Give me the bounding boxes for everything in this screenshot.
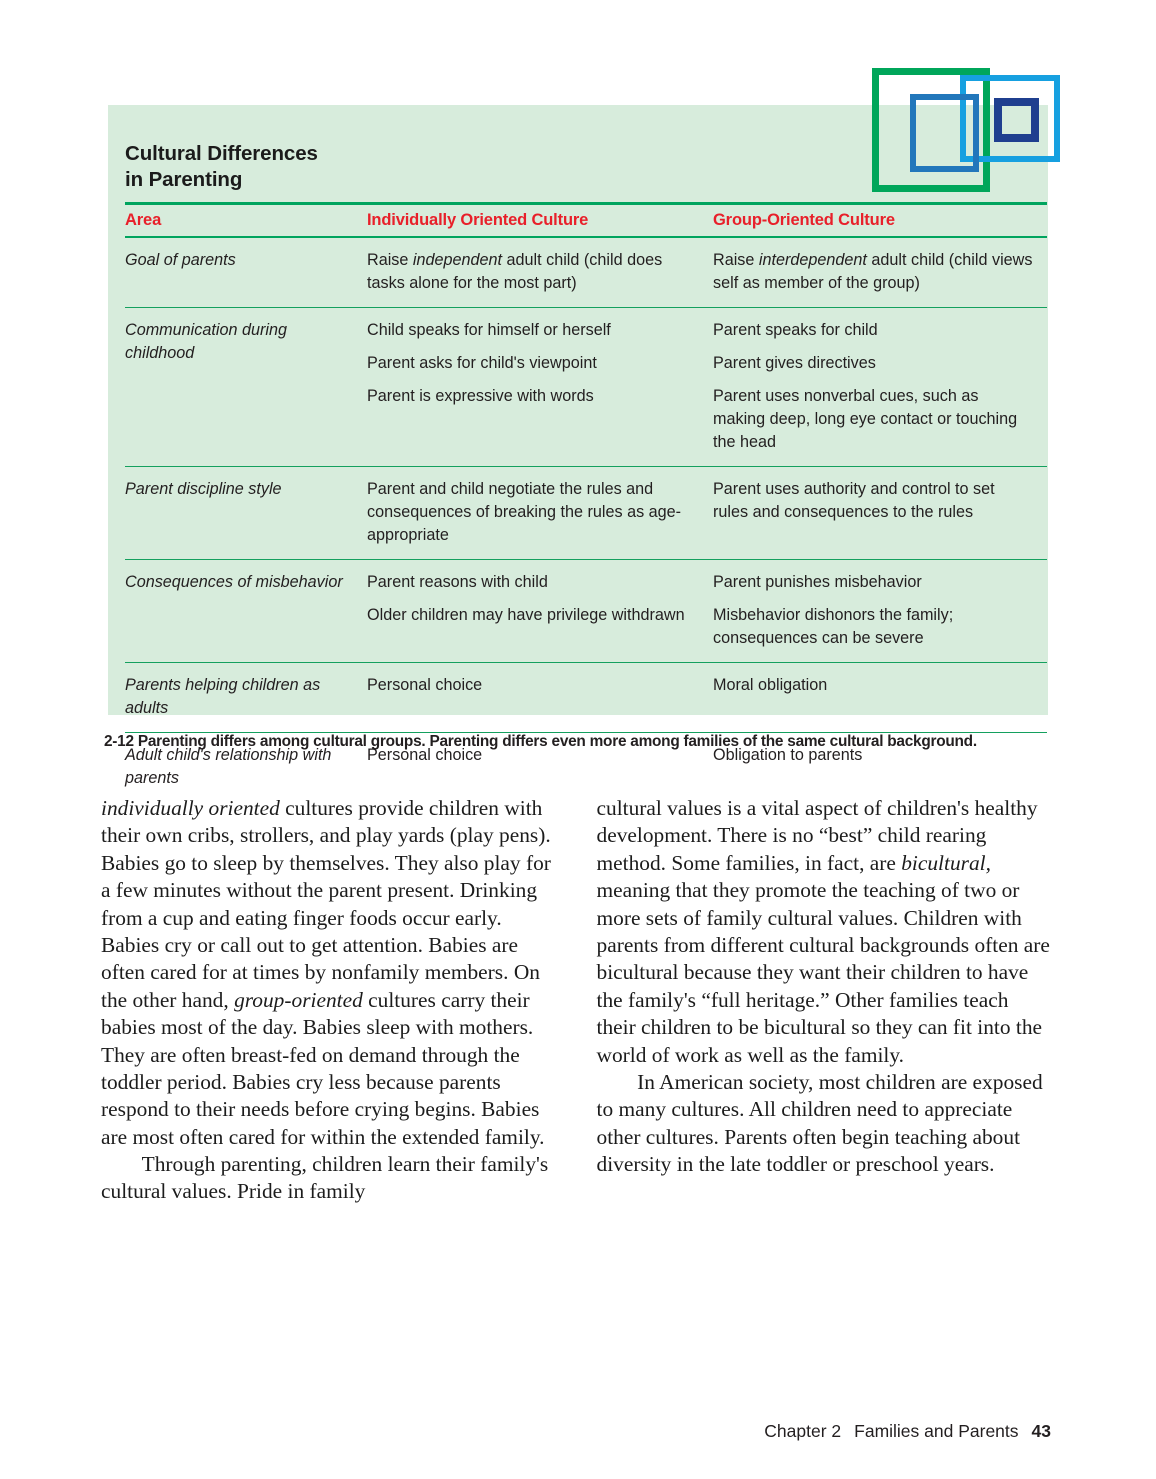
panel-title-line-2: in Parenting <box>125 168 243 192</box>
cell-individual <box>367 308 713 467</box>
page-footer <box>764 1421 1051 1442</box>
cell-line: Raise independent adult child (child does tasks alone for the most part) <box>367 251 663 292</box>
paragraph-text: cultures provide children with their own cribs, strollers, and play yards (play pens). Babies go to sleep by themselves. They also play for a few minutes without the parent present. Drinking from a cup and eating finger foods occur early. Babies cry or call out to get attention. Babies are often cared for at times by nonfamily members. On the other hand, <box>101 796 551 1012</box>
cell-line: Raise interdependent adult child (child views self as member of the group) <box>713 251 1033 292</box>
paragraph-text: cultures carry their babies most of the day. Babies sleep with mothers. They are often breast-fed on demand through the toddler period. Babies cry less because parents respond to their needs before crying begins. Babies are most often cared for within the extended family. <box>101 987 545 1149</box>
table-row <box>125 733 1047 803</box>
cell-line: Parent speaks for child <box>713 321 878 339</box>
paragraph <box>597 795 1052 1069</box>
cell-individual <box>367 663 713 733</box>
cell-area: Parent discipline style <box>125 467 367 560</box>
table-row <box>125 663 1047 733</box>
column-header-area: Area <box>125 204 367 238</box>
paragraph <box>101 795 556 1151</box>
cell-line: Moral obligation <box>713 676 828 694</box>
paragraph-text: meaning that they promote the teaching of two or more sets of family cultural values. Children with parents from different cultural backgrounds often are bicultural because they want their children to have the family's “full heritage.” Other families teach their children to be bicultural so they can fit into the world of work as well as the family. <box>596 878 1050 1067</box>
table-header-row <box>125 204 1047 238</box>
cell-line: Parent reasons with child <box>367 573 548 591</box>
table-row <box>125 237 1047 308</box>
cultural-differences-table <box>125 202 1047 802</box>
paragraph: Through parenting, children learn their family's cultural values. Pride in family <box>101 1152 549 1204</box>
paragraph: In American society, most children are exposed to many cultures. All children need to appreciate other cultures. Parents often begin teaching about diversity in the late toddler or preschool years. <box>596 1069 1043 1177</box>
column-header-individually-oriented: Individually Oriented Culture <box>367 204 713 238</box>
inline-italic-term: group-oriented <box>234 987 363 1012</box>
panel-title-line-1: Cultural Differences <box>125 142 318 165</box>
paragraph-text: cultural values is a vital aspect of children's healthy development. There is no “best” child rearing method. Some families, in fact, are <box>596 796 1038 875</box>
body-column-right <box>597 795 1052 1206</box>
column-header-group-oriented: Group-Oriented Culture <box>713 204 1047 238</box>
cell-area: Parents helping children as adults <box>125 663 367 733</box>
square-mid-blue-icon <box>910 94 979 172</box>
panel-title <box>125 141 318 193</box>
body-column-left <box>101 795 556 1206</box>
cell-area: Consequences of misbehavior <box>125 560 367 663</box>
cell-line: Personal choice <box>367 676 483 694</box>
cell-group <box>713 663 1047 733</box>
cell-line: Parent uses nonverbal cues, such as making deep, long eye contact or touching the head <box>713 387 1018 451</box>
cell-group <box>713 237 1047 308</box>
cell-group <box>713 733 1047 803</box>
square-navy-icon <box>994 98 1039 142</box>
decorative-squares-group <box>862 62 1062 202</box>
cell-line: Older children may have privilege withdrawn <box>367 606 685 624</box>
table-row <box>125 560 1047 663</box>
cell-area: Goal of parents <box>125 237 367 308</box>
cell-individual <box>367 733 713 803</box>
cell-line: Child speaks for himself or herself <box>367 321 611 339</box>
cell-group <box>713 308 1047 467</box>
cell-line: Parent and child negotiate the rules and consequences of breaking the rules as age-appropriate <box>367 480 682 544</box>
table-row <box>125 308 1047 467</box>
table-row <box>125 467 1047 560</box>
cell-line: Obligation to parents <box>713 746 863 764</box>
cell-individual <box>367 467 713 560</box>
inline-italic-term: bicultural, <box>901 850 991 875</box>
page-number: 43 <box>1031 1421 1051 1441</box>
cell-line: Parent gives directives <box>713 354 876 372</box>
cell-line: Parent uses authority and control to set rules and consequences to the rules <box>713 480 995 521</box>
cell-line: Personal choice <box>367 746 483 764</box>
cell-area: Communication during childhood <box>125 308 367 467</box>
figure-caption: 2-12 Parenting differs among cultural groups. Parenting differs even more among families of the same cultural background. <box>104 733 977 750</box>
lead-italic-term: individually oriented <box>101 796 280 820</box>
cell-group <box>713 467 1047 560</box>
cell-group <box>713 560 1047 663</box>
cell-line: Parent punishes misbehavior <box>713 573 922 591</box>
cell-line: Misbehavior dishonors the family; consequences can be severe <box>713 606 954 647</box>
footer-chapter-number: Chapter 2 <box>764 1421 842 1441</box>
cell-line: Parent is expressive with words <box>367 387 594 405</box>
cell-area: Adult child's relationship with parents <box>125 746 332 787</box>
footer-chapter-title: Families and Parents <box>854 1421 1019 1441</box>
cell-individual <box>367 237 713 308</box>
cell-individual <box>367 560 713 663</box>
cell-line: Parent asks for child's viewpoint <box>367 354 597 372</box>
body-text-columns <box>101 795 1051 1206</box>
